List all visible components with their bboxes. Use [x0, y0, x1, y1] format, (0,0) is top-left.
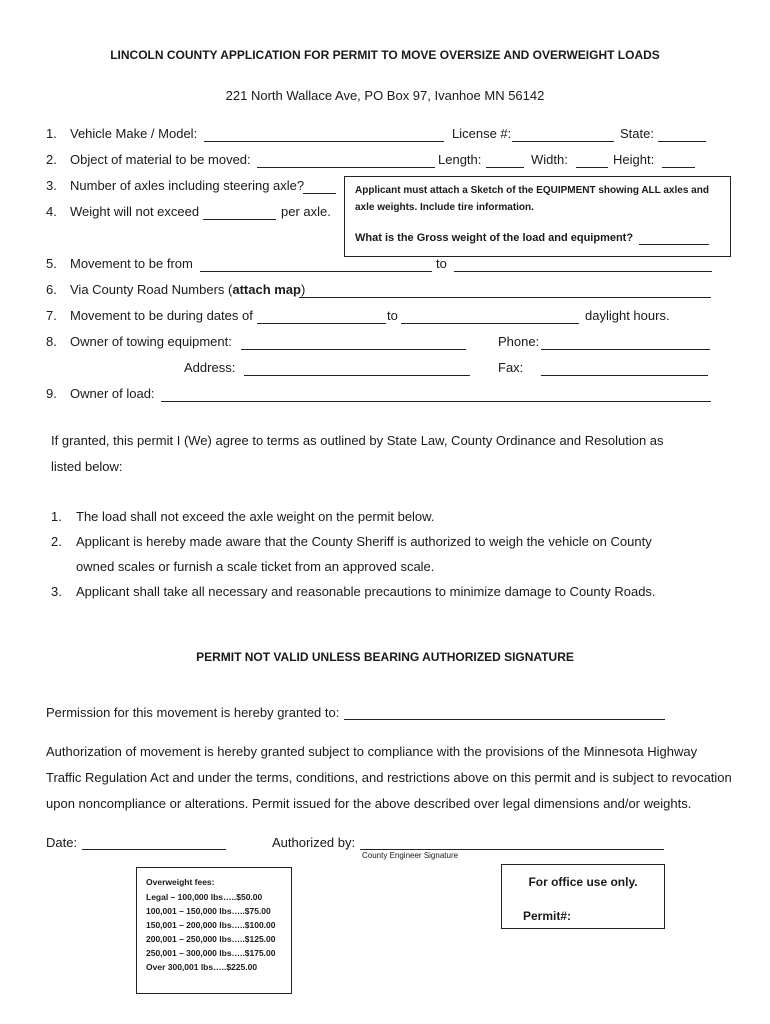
fee-row: 150,001 – 200,000 lbs…..$100.00	[146, 920, 276, 930]
item-number-1: 1.	[46, 126, 57, 141]
item-number-2: 2.	[46, 152, 57, 167]
movement-from-label: Movement to be from	[70, 256, 193, 271]
fees-heading: Overweight fees:	[146, 877, 215, 887]
license-label: License #:	[452, 126, 512, 141]
height-label: Height:	[613, 152, 655, 167]
term-text: Applicant is hereby made aware that the County Sheriff is authorized to weigh the vehicle on County	[76, 534, 652, 549]
width-field[interactable]	[576, 167, 608, 168]
width-label: Width:	[531, 152, 568, 167]
movement-to-label: to	[436, 256, 447, 271]
vehicle-label: Vehicle Make / Model:	[70, 126, 198, 141]
date-to-field[interactable]	[401, 323, 579, 324]
authorization-line-2: Traffic Regulation Act and under the terms, conditions, and restrictions above on this permit and is subject to revocation	[46, 770, 732, 785]
date-from-field[interactable]	[257, 323, 386, 324]
gross-weight-field[interactable]	[639, 244, 709, 245]
vehicle-field[interactable]	[204, 141, 444, 142]
sketch-requirement-box	[344, 176, 731, 257]
phone-label: Phone:	[498, 334, 540, 349]
height-field[interactable]	[662, 167, 695, 168]
date-field[interactable]	[82, 849, 226, 850]
state-field[interactable]	[658, 141, 706, 142]
fax-field[interactable]	[541, 375, 708, 376]
item-number-8: 8.	[46, 334, 57, 349]
agreement-line-1: If granted, this permit I (We) agree to terms as outlined by State Law, County Ordinance and Resolution as	[51, 433, 664, 448]
item-number-5: 5.	[46, 256, 57, 271]
axles-label: Number of axles including steering axle?	[70, 178, 305, 193]
length-field[interactable]	[486, 167, 524, 168]
term-number: 3.	[51, 584, 62, 599]
authorized-by-label: Authorized by:	[272, 835, 356, 850]
gross-weight-question: What is the Gross weight of the load and equipment?	[355, 232, 634, 244]
authorization-line-3: upon noncompliance or alterations. Permit issued for the above described over legal dimensions and/or weights.	[46, 796, 692, 811]
movement-from-field[interactable]	[200, 271, 432, 272]
fee-row: Legal – 100,000 lbs…..$50.00	[146, 892, 263, 902]
not-valid-notice: PERMIT NOT VALID UNLESS BEARING AUTHORIZED SIGNATURE	[196, 650, 574, 664]
term-text: owned scales or furnish a scale ticket from an approved scale.	[76, 559, 435, 574]
permit-number-label: Permit#:	[523, 909, 572, 923]
per-axle-label: per axle.	[281, 204, 331, 219]
object-label: Object of material to be moved:	[70, 152, 251, 167]
fee-row: Over 300,001 lbs…..$225.00	[146, 962, 258, 972]
owner-load-label: Owner of load:	[70, 386, 155, 401]
phone-field[interactable]	[541, 349, 710, 350]
owner-towing-field[interactable]	[241, 349, 466, 350]
movement-to-field[interactable]	[454, 271, 712, 272]
sketch-text-line-2: axle weights. Include tire information.	[355, 202, 534, 213]
fee-row: 250,001 – 300,000 lbs…..$175.00	[146, 948, 276, 958]
county-road-label	[70, 282, 305, 297]
weight-label: Weight will not exceed	[70, 204, 200, 219]
owner-load-field[interactable]	[161, 401, 711, 402]
county-road-label-close: )	[300, 282, 306, 297]
permission-label: Permission for this movement is hereby granted to:	[46, 705, 340, 720]
agreement-line-2: listed below:	[51, 459, 123, 474]
term-number: 1.	[51, 509, 62, 524]
object-field[interactable]	[257, 167, 435, 168]
county-road-field[interactable]	[299, 297, 711, 298]
length-label: Length:	[438, 152, 482, 167]
permission-field[interactable]	[344, 719, 665, 720]
item-number-9: 9.	[46, 386, 57, 401]
daylight-label: daylight hours.	[585, 308, 670, 323]
item-number-6: 6.	[46, 282, 57, 297]
county-address: 221 North Wallace Ave, PO Box 97, Ivanhoe MN 56142	[225, 88, 545, 103]
item-number-3: 3.	[46, 178, 57, 193]
signature-field[interactable]	[360, 849, 664, 850]
item-number-4: 4.	[46, 204, 57, 219]
license-field[interactable]	[512, 141, 614, 142]
attach-map-text: attach map	[232, 282, 301, 297]
item-number-7: 7.	[46, 308, 57, 323]
term-text: The load shall not exceed the axle weight on the permit below.	[76, 509, 435, 524]
county-road-label-text: Via County Road Numbers (	[70, 282, 233, 297]
owner-towing-label: Owner of towing equipment:	[70, 334, 232, 349]
weight-field[interactable]	[203, 219, 276, 220]
fee-row: 200,001 – 250,000 lbs…..$125.00	[146, 934, 276, 944]
axles-field[interactable]	[303, 193, 336, 194]
dates-to-label: to	[387, 308, 398, 323]
term-number: 2.	[51, 534, 62, 549]
office-use-heading: For office use only.	[528, 875, 638, 889]
form-title: LINCOLN COUNTY APPLICATION FOR PERMIT TO MOVE OVERSIZE AND OVERWEIGHT LOADS	[110, 48, 660, 62]
state-label: State:	[620, 126, 654, 141]
address-field[interactable]	[244, 375, 470, 376]
fax-label: Fax:	[498, 360, 524, 375]
address-label: Address:	[184, 360, 236, 375]
authorization-line-1: Authorization of movement is hereby granted subject to compliance with the provisions of the Minnesota Highway	[46, 744, 698, 759]
office-use-box	[501, 864, 665, 929]
dates-label: Movement to be during dates of	[70, 308, 253, 323]
sketch-text-line-1: Applicant must attach a Sketch of the EQUIPMENT showing ALL axles and	[355, 185, 709, 196]
date-label: Date:	[46, 835, 78, 850]
fee-row: 100,001 – 150,000 lbs…..$75.00	[146, 906, 271, 916]
term-text: Applicant shall take all necessary and reasonable precautions to minimize damage to County Roads.	[76, 584, 656, 599]
engineer-signature-caption: County Engineer Signature	[362, 851, 459, 860]
fees-box	[136, 867, 292, 994]
